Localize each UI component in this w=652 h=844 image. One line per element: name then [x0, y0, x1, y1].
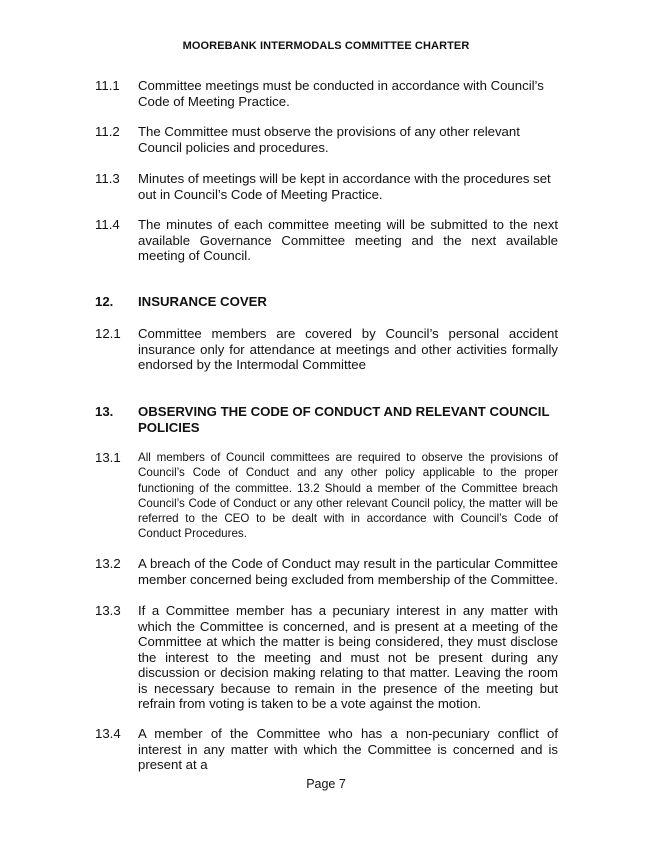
clause-number: 13.4: [95, 726, 121, 741]
clause-text: A member of the Committee who has a non-pecuniary conflict of interest in any matter with which the Committee is concerned and is present at a: [138, 726, 558, 772]
clause-text: The minutes of each committee meeting will be submitted to the next available Governance Committee meeting and the next available meeting of Council.: [138, 217, 558, 263]
clause-text: A breach of the Code of Conduct may result in the particular Committee member concerned being excluded from membership of the Committee.: [138, 556, 558, 587]
clause-number: 11.2: [95, 124, 120, 139]
clause-13-3: [95, 603, 565, 712]
clause-text: All members of Council committees are required to observe the provisions of Council’s Code of Conduct and any other policy applicable to the proper functioning of the committee. 13.2 Should a member of the Committee breach Council’s Code of Conduct or any other relevant Council policy, the matter will be referred to the CEO to be dealt with in accordance with Council’s Code of Conduct Procedures.: [138, 451, 558, 541]
clause-text: Committee meetings must be conducted in accordance with Council’s Code of Meeting Practice.: [138, 78, 544, 109]
clause-text: If a Committee member has a pecuniary interest in any matter with which the Committee is concerned, and is present at a meeting of the Committee at which the matter is being considered, they must disclose the interest to the meeting and must not be present during any discussion or decision making relating to that matter. Leaving the room is necessary because to remain in the presence of the meeting but refrain from voting is taken to be a vote against the motion.: [138, 603, 558, 711]
clause-13-2: [95, 556, 565, 587]
clause-number: 13.2: [95, 556, 121, 571]
section-number: 12.: [95, 294, 114, 309]
clause-text: The Committee must observe the provisions of any other relevant Council policies and procedures.: [138, 124, 520, 155]
clause-text: Minutes of meetings will be kept in accordance with the procedures set out in Council’s Code of Meeting Practice.: [138, 171, 551, 202]
clause-11-2: [95, 124, 565, 155]
clause-number: 13.1: [95, 450, 121, 465]
page-number: Page 7: [306, 777, 346, 791]
clause-12-1: [95, 326, 565, 373]
clause-number: 13.3: [95, 603, 121, 618]
clause-11-4: [95, 217, 565, 264]
section-title: OBSERVING THE CODE OF CONDUCT AND RELEVANT COUNCIL POLICIES: [138, 404, 550, 435]
clause-number: 11.1: [95, 78, 120, 93]
document-header: MOOREBANK INTERMODALS COMMITTEE CHARTER: [182, 40, 470, 52]
clause-13-4: [95, 726, 565, 773]
clause-11-3: [95, 171, 565, 202]
clause-13-1: [95, 450, 565, 542]
clause-11-1: [95, 78, 565, 109]
clause-text: Committee members are covered by Council’s personal accident insurance only for attendance at meetings and other activities formally endorsed by the Intermodal Committee: [138, 326, 558, 372]
section-heading-12: [95, 294, 565, 310]
section-heading-13: [95, 404, 565, 435]
clause-number: 12.1: [95, 326, 121, 341]
section-title: INSURANCE COVER: [138, 294, 267, 309]
section-number: 13.: [95, 404, 114, 419]
clause-number: 11.4: [95, 217, 120, 232]
clause-number: 11.3: [95, 171, 120, 186]
